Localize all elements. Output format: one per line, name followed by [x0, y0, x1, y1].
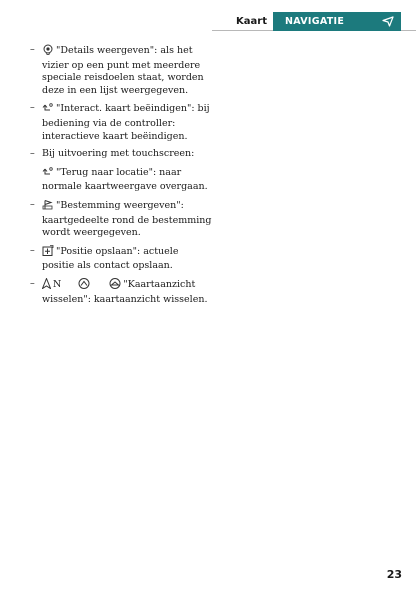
chapter-title: NAVIGATIE	[285, 16, 345, 27]
destination-flag-icon	[42, 199, 54, 215]
list-dash: –	[30, 277, 35, 289]
direction-up-icon	[78, 278, 90, 294]
save-position-icon	[42, 245, 54, 261]
list-dash: –	[30, 244, 35, 256]
list-item	[30, 148, 212, 161]
list-item	[30, 278, 212, 306]
navigation-arrow-icon	[382, 16, 394, 27]
item-text: "Terug naar locatie": naar normale kaartweergave overgaan.	[42, 166, 208, 193]
item-text: "Interact. kaart beëindigen": bij bediening via de controller: interactieve kaart beëindigen.	[42, 103, 210, 142]
list-dash: –	[30, 102, 35, 114]
list-item	[30, 245, 212, 273]
back-arrow-icon	[42, 166, 54, 182]
page-number: 23	[386, 568, 402, 581]
item-text: "Details weergeven": als het vizier op een punt met meerdere speciale reisdoelen staat, worden deze in een lijst weergegeven.	[42, 45, 204, 96]
perspective-icon	[109, 278, 121, 294]
section-title: Kaart	[236, 16, 267, 27]
list-dash: –	[30, 198, 35, 210]
north-label: N	[53, 278, 62, 290]
touchscreen-note: Bij uitvoering met touchscreen:	[42, 148, 195, 160]
list-item	[30, 199, 212, 240]
back-arrow-icon	[42, 102, 54, 118]
list-item	[30, 102, 212, 143]
item-text: "Positie opslaan": actuele positie als contact opslaan.	[42, 245, 179, 272]
north-up-icon	[42, 278, 51, 294]
list-dash: –	[30, 148, 35, 160]
chapter-tab	[273, 12, 401, 31]
details-icon	[42, 44, 54, 60]
list-item	[30, 44, 212, 97]
main-content	[30, 44, 212, 311]
list-subitem	[30, 166, 212, 194]
list-dash: –	[30, 44, 35, 55]
item-text: "Kaartaanzicht wisselen": kaartaanzicht wisselen.	[42, 278, 208, 305]
item-text: "Bestemming weergeven": kaartgedeelte rond de bestemming wordt weergegeven.	[42, 199, 212, 239]
